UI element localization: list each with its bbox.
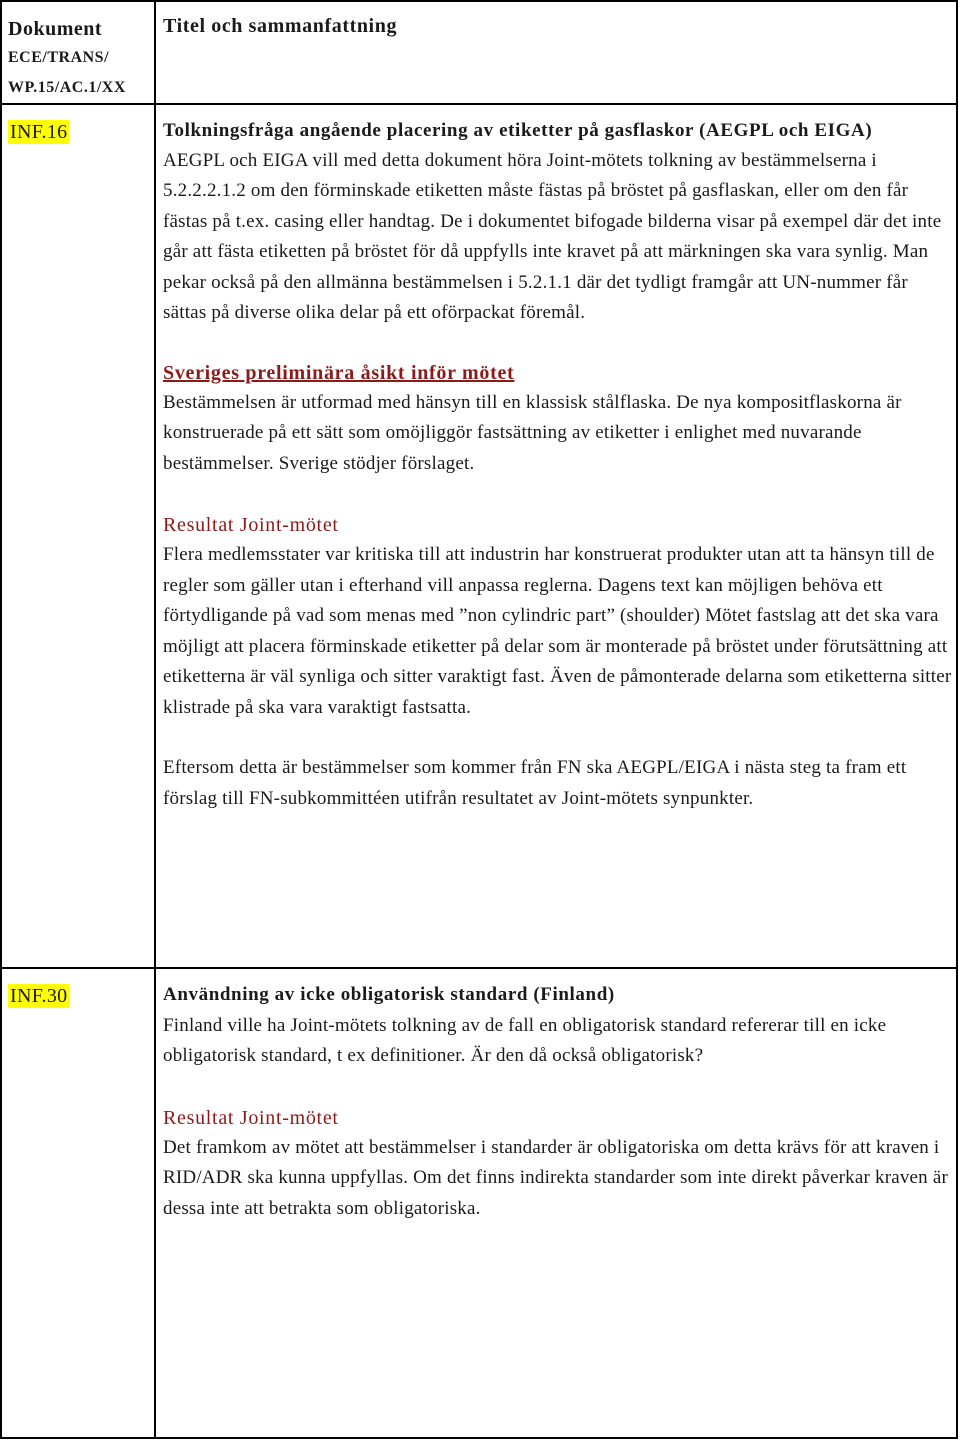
swedish-view-heading: Sveriges preliminära åsikt inför mötet	[163, 361, 515, 384]
item-summary: Finland ville ha Joint-mötets tolkning av de fall en obligatorisk standard refererar till en icke obligatorisk standard, t ex definitioner. Är den då också obligatorisk?	[163, 1014, 887, 1066]
result-text: Flera medlemsstater var kritiska till att industrin har konstruerat produkter utan att ta hänsyn till de regler som gäller utan i efterhand vill anpassa reglerna. Dagens text kan möjligen behöva ett förtydligande på vad som menas med ”non cylindric part” (shoulder) Mötet fastslag att det ska vara möjligt att placera förminskade etiketter på delar som är monterade på bröstet under förutsättning att etiketterna är väl synliga och sitter varaktigt fast. Även de påmonterade delarna som etiketterna sitter klistrade på ska vara varaktigt fastsatta.	[163, 544, 952, 718]
header-document-series-cont: WP.15/AC.1/XX	[8, 79, 126, 96]
row-code-cell	[8, 120, 148, 144]
table-border-top	[0, 0, 958, 2]
table-border-right	[956, 0, 958, 1439]
header-divider	[0, 103, 958, 105]
result-heading: Resultat Joint-mötet	[163, 514, 339, 536]
swedish-view-text: Bestämmelsen är utformad med hänsyn till en klassisk stålflaska. De nya kompositflaskorna är konstruerade på ett sätt som omöjliggör fastsättning av etiketter i enlighet med nuvarande bestämmelser. Sverige stödjer förslaget.	[163, 391, 902, 474]
item-title: Användning av icke obligatorisk standard (Finland)	[163, 984, 615, 1005]
header-document-series: ECE/TRANS/	[8, 49, 110, 66]
table-border-bottom	[0, 1437, 958, 1439]
row-content-cell	[163, 116, 953, 814]
document-code-inf30: INF.30	[10, 985, 68, 1007]
row-code-cell	[8, 984, 148, 1008]
document-code-inf16: INF.16	[10, 121, 68, 143]
row-divider	[0, 967, 958, 969]
followup-text: Eftersom detta är bestämmelser som kommer från FN ska AEGPL/EIGA i nästa steg ta fram ett förslag till FN-subkommittéen utifrån resultatet av Joint-mötets synpunkter.	[163, 757, 907, 809]
header-document-column	[8, 15, 148, 103]
result-text: Det framkom av mötet att bestämmelser i standarder är obligatoriska om detta krävs för att kraven i RID/ADR ska kunna uppfyllas. Om det finns indirekta standarder som inte direkt påverkar kraven är dessa inte att betrakta som obligatoriska.	[163, 1136, 948, 1219]
item-title: Tolkningsfråga angående placering av etiketter på gasflaskor (AEGPL och EIGA)	[163, 120, 873, 141]
table-border-left	[0, 0, 2, 1439]
row-content-cell	[163, 980, 953, 1224]
item-summary: AEGPL och EIGA vill med detta dokument höra Joint-mötets tolkning av bestämmelserna i 5.2.2.2.1.2 om den förminskade etiketten måste fästas på bröstet på gasflaskan, eller om den får fästas på t.ex. casing eller handtag. De i dokumentet bifogade bilderna visar på exempel där det inte går att fästa etiketten på bröstet för då uppfylls inte kravet på att märkningen ska vara synlig. Man pekar också på den allmänna bestämmelsen i 5.2.1.1 där det tydligt framgår att UN-nummer får sättas på diverse olika delar på ett oförpackat föremål.	[163, 149, 942, 323]
result-heading: Resultat Joint-mötet	[163, 1106, 339, 1129]
header-title-column: Titel och sammanfattning	[163, 15, 398, 37]
table-column-divider	[154, 0, 156, 1439]
header-document-label: Dokument	[8, 18, 103, 40]
